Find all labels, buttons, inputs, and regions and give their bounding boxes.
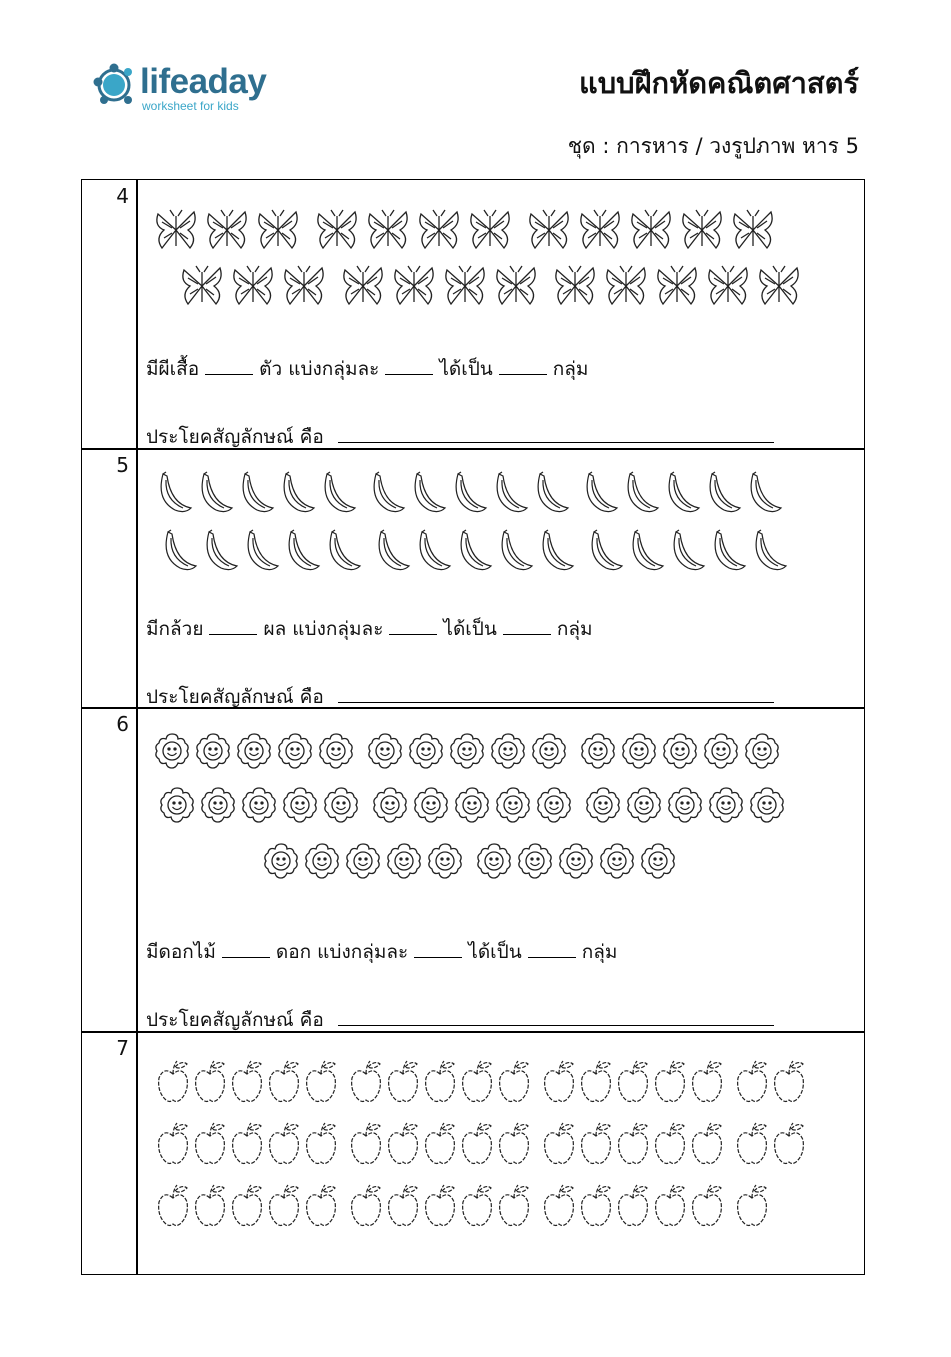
question-text: ตัว แบ่งกลุ่มละ xyxy=(259,358,380,380)
apple-icon[interactable] xyxy=(579,1120,613,1166)
banana-icon[interactable] xyxy=(704,470,742,514)
sentence-line xyxy=(146,1005,774,1035)
apple-icon[interactable] xyxy=(230,1058,264,1104)
apple-icon[interactable] xyxy=(267,1182,301,1228)
answer-blank[interactable] xyxy=(528,939,576,958)
banana-icon[interactable] xyxy=(373,528,411,572)
banana-icon[interactable] xyxy=(155,470,193,514)
sentence-label: ประโยคสัญลักษณ์ คือ xyxy=(146,686,324,708)
smiley-flower-icon[interactable] xyxy=(317,732,355,770)
banana-icon[interactable] xyxy=(663,470,701,514)
answer-blank[interactable] xyxy=(414,939,462,958)
banana-icon[interactable] xyxy=(586,528,624,572)
smiley-flower-icon[interactable] xyxy=(366,732,404,770)
question-text: ได้เป็น xyxy=(443,618,497,640)
smiley-flower-icon[interactable] xyxy=(530,732,568,770)
smiley-flower-icon[interactable] xyxy=(584,786,622,824)
answer-blank[interactable] xyxy=(389,616,437,635)
apple-icon[interactable] xyxy=(460,1182,494,1228)
answer-blank[interactable] xyxy=(205,356,253,375)
sentence-label: ประโยคสัญลักษณ์ คือ xyxy=(146,426,324,448)
apple-icon[interactable] xyxy=(497,1120,531,1166)
butterfly-icon[interactable] xyxy=(729,208,777,252)
banana-icon[interactable] xyxy=(160,528,198,572)
banana-icon[interactable] xyxy=(319,470,357,514)
question-text: ได้เป็น xyxy=(468,941,522,963)
apple-icon[interactable] xyxy=(349,1058,383,1104)
smiley-flower-icon[interactable] xyxy=(702,732,740,770)
smiley-flower-icon[interactable] xyxy=(475,842,513,880)
answer-blank[interactable] xyxy=(499,356,547,375)
smiley-flower-icon[interactable] xyxy=(666,786,704,824)
butterfly-icon[interactable] xyxy=(339,264,387,308)
butterfly-icon[interactable] xyxy=(390,264,438,308)
smiley-flower-icon[interactable] xyxy=(235,732,273,770)
smiley-flower-icon[interactable] xyxy=(371,786,409,824)
butterfly-icon[interactable] xyxy=(313,208,361,252)
smiley-flower-icon[interactable] xyxy=(625,786,663,824)
banana-icon[interactable] xyxy=(745,470,783,514)
apple-icon[interactable] xyxy=(735,1120,769,1166)
apple-icon[interactable] xyxy=(386,1058,420,1104)
apple-icon[interactable] xyxy=(230,1182,264,1228)
smiley-flower-icon[interactable] xyxy=(303,842,341,880)
question-text: กลุ่ม xyxy=(552,358,589,380)
butterfly-icon[interactable] xyxy=(492,264,540,308)
smiley-flower-icon[interactable] xyxy=(489,732,527,770)
smiley-flower-icon[interactable] xyxy=(448,732,486,770)
banana-icon[interactable] xyxy=(709,528,747,572)
smiley-flower-icon[interactable] xyxy=(639,842,677,880)
sentence-blank[interactable] xyxy=(338,684,774,703)
banana-icon[interactable] xyxy=(668,528,706,572)
sentence-blank[interactable] xyxy=(338,1007,774,1026)
apple-icon[interactable] xyxy=(616,1120,650,1166)
apple-icon[interactable] xyxy=(690,1058,724,1104)
banana-icon[interactable] xyxy=(496,528,534,572)
smiley-flower-icon[interactable] xyxy=(158,786,196,824)
banana-icon[interactable] xyxy=(196,470,234,514)
apple-icon[interactable] xyxy=(304,1120,338,1166)
butterfly-icon[interactable] xyxy=(755,264,803,308)
butterfly-icon[interactable] xyxy=(678,208,726,252)
banana-icon[interactable] xyxy=(368,470,406,514)
apple-icon[interactable] xyxy=(579,1058,613,1104)
question-text: มีกล้วย xyxy=(146,618,204,640)
apple-icon[interactable] xyxy=(653,1182,687,1228)
smiley-flower-icon[interactable] xyxy=(743,732,781,770)
banana-icon[interactable] xyxy=(750,528,788,572)
apple-icon[interactable] xyxy=(304,1058,338,1104)
apple-icon[interactable] xyxy=(497,1058,531,1104)
butterfly-icon[interactable] xyxy=(653,264,701,308)
butterfly-icon[interactable] xyxy=(466,208,514,252)
smiley-flower-icon[interactable] xyxy=(407,732,445,770)
apple-icon[interactable] xyxy=(156,1182,190,1228)
logo xyxy=(90,60,290,120)
banana-icon[interactable] xyxy=(532,470,570,514)
banana-icon[interactable] xyxy=(324,528,362,572)
apple-icon[interactable] xyxy=(267,1058,301,1104)
butterfly-icon[interactable] xyxy=(525,208,573,252)
apple-icon[interactable] xyxy=(386,1182,420,1228)
apple-icon[interactable] xyxy=(616,1182,650,1228)
question-text: ผล แบ่งกลุ่มละ xyxy=(263,618,384,640)
smiley-flower-icon[interactable] xyxy=(194,732,232,770)
smiley-flower-icon[interactable] xyxy=(262,842,300,880)
logo-subtext: worksheet for kids xyxy=(142,99,239,113)
problem-number: 5 xyxy=(116,453,129,477)
smiley-flower-icon[interactable] xyxy=(707,786,745,824)
apple-icon[interactable] xyxy=(460,1120,494,1166)
apple-icon[interactable] xyxy=(542,1120,576,1166)
smiley-flower-icon[interactable] xyxy=(494,786,532,824)
smiley-flower-icon[interactable] xyxy=(199,786,237,824)
smiley-flower-icon[interactable] xyxy=(453,786,491,824)
smiley-flower-icon[interactable] xyxy=(344,842,382,880)
smiley-flower-icon[interactable] xyxy=(579,732,617,770)
butterfly-icon[interactable] xyxy=(415,208,463,252)
banana-icon[interactable] xyxy=(237,470,275,514)
smiley-flower-icon[interactable] xyxy=(276,732,314,770)
question-text: มีผีเสื้อ xyxy=(146,358,200,380)
apple-icon[interactable] xyxy=(653,1058,687,1104)
problem-number: 4 xyxy=(116,184,129,208)
question-line xyxy=(146,354,588,384)
butterfly-icon[interactable] xyxy=(229,264,277,308)
worksheet-table xyxy=(81,179,865,1275)
apple-icon[interactable] xyxy=(772,1120,806,1166)
picture-row xyxy=(156,1120,809,1166)
answer-blank[interactable] xyxy=(503,616,551,635)
butterfly-icon[interactable] xyxy=(280,264,328,308)
apple-icon[interactable] xyxy=(193,1120,227,1166)
banana-icon[interactable] xyxy=(278,470,316,514)
butterfly-icon[interactable] xyxy=(576,208,624,252)
butterfly-icon[interactable] xyxy=(364,208,412,252)
smiley-flower-icon[interactable] xyxy=(426,842,464,880)
logo-text: lifeaday xyxy=(140,62,267,101)
butterfly-icon[interactable] xyxy=(254,208,302,252)
question-text: ได้เป็น xyxy=(439,358,493,380)
apple-icon[interactable] xyxy=(460,1058,494,1104)
apple-icon[interactable] xyxy=(542,1182,576,1228)
question-text: ดอก แบ่งกลุ่มละ xyxy=(275,941,409,963)
smiley-flower-icon[interactable] xyxy=(598,842,636,880)
apple-icon[interactable] xyxy=(267,1120,301,1166)
butterfly-icon[interactable] xyxy=(203,208,251,252)
banana-icon[interactable] xyxy=(450,470,488,514)
logo-molecule-icon xyxy=(90,60,138,110)
question-line xyxy=(146,937,617,967)
picture-row xyxy=(262,842,680,880)
banana-icon[interactable] xyxy=(627,528,665,572)
banana-icon[interactable] xyxy=(242,528,280,572)
apple-icon[interactable] xyxy=(653,1120,687,1166)
picture-row xyxy=(158,786,789,824)
sentence-blank[interactable] xyxy=(338,424,774,443)
apple-icon[interactable] xyxy=(230,1120,264,1166)
question-text: กลุ่ม xyxy=(556,618,593,640)
banana-icon[interactable] xyxy=(414,528,452,572)
apple-icon[interactable] xyxy=(690,1182,724,1228)
apple-icon[interactable] xyxy=(304,1182,338,1228)
apple-icon[interactable] xyxy=(349,1182,383,1228)
question-text: กลุ่ม xyxy=(581,941,618,963)
apple-icon[interactable] xyxy=(542,1058,576,1104)
butterfly-icon[interactable] xyxy=(627,208,675,252)
question-line xyxy=(146,614,593,644)
apple-icon[interactable] xyxy=(193,1182,227,1228)
sentence-line xyxy=(146,422,774,452)
smiley-flower-icon[interactable] xyxy=(281,786,319,824)
smiley-flower-icon[interactable] xyxy=(153,732,191,770)
smiley-flower-icon[interactable] xyxy=(516,842,554,880)
page-subtitle: ชุด : การหาร / วงรูปภาพ หาร 5 xyxy=(567,134,859,158)
banana-icon[interactable] xyxy=(201,528,239,572)
picture-row xyxy=(152,208,780,252)
apple-icon[interactable] xyxy=(156,1058,190,1104)
sentence-label: ประโยคสัญลักษณ์ คือ xyxy=(146,1009,324,1031)
butterfly-icon[interactable] xyxy=(602,264,650,308)
apple-icon[interactable] xyxy=(772,1058,806,1104)
picture-row xyxy=(160,528,791,572)
apple-icon[interactable] xyxy=(386,1120,420,1166)
smiley-flower-icon[interactable] xyxy=(661,732,699,770)
page-title: แบบฝึกหัดคณิตศาสตร์ xyxy=(579,66,859,100)
smiley-flower-icon[interactable] xyxy=(412,786,450,824)
smiley-flower-icon[interactable] xyxy=(535,786,573,824)
answer-blank[interactable] xyxy=(209,616,257,635)
apple-icon[interactable] xyxy=(735,1182,769,1228)
butterfly-icon[interactable] xyxy=(551,264,599,308)
apple-icon[interactable] xyxy=(349,1120,383,1166)
picture-row xyxy=(156,1058,809,1104)
apple-icon[interactable] xyxy=(423,1182,457,1228)
banana-icon[interactable] xyxy=(537,528,575,572)
apple-icon[interactable] xyxy=(579,1182,613,1228)
butterfly-icon[interactable] xyxy=(441,264,489,308)
smiley-flower-icon[interactable] xyxy=(620,732,658,770)
apple-icon[interactable] xyxy=(690,1120,724,1166)
smiley-flower-icon[interactable] xyxy=(748,786,786,824)
problem-number: 6 xyxy=(116,712,129,736)
answer-blank[interactable] xyxy=(222,939,270,958)
apple-icon[interactable] xyxy=(616,1058,650,1104)
banana-icon[interactable] xyxy=(622,470,660,514)
banana-icon[interactable] xyxy=(455,528,493,572)
sentence-line xyxy=(146,682,774,712)
picture-row xyxy=(178,264,806,308)
question-text: มีดอกไม้ xyxy=(146,941,216,963)
problem-number: 7 xyxy=(116,1036,129,1060)
banana-icon[interactable] xyxy=(581,470,619,514)
picture-row xyxy=(156,1182,772,1228)
picture-row xyxy=(153,732,784,770)
banana-icon[interactable] xyxy=(409,470,447,514)
picture-row xyxy=(155,470,786,514)
apple-icon[interactable] xyxy=(423,1120,457,1166)
smiley-flower-icon[interactable] xyxy=(385,842,423,880)
butterfly-icon[interactable] xyxy=(178,264,226,308)
butterfly-icon[interactable] xyxy=(152,208,200,252)
apple-icon[interactable] xyxy=(735,1058,769,1104)
apple-icon[interactable] xyxy=(497,1182,531,1228)
smiley-flower-icon[interactable] xyxy=(557,842,595,880)
banana-icon[interactable] xyxy=(491,470,529,514)
smiley-flower-icon[interactable] xyxy=(240,786,278,824)
apple-icon[interactable] xyxy=(156,1120,190,1166)
apple-icon[interactable] xyxy=(193,1058,227,1104)
smiley-flower-icon[interactable] xyxy=(322,786,360,824)
answer-blank[interactable] xyxy=(385,356,433,375)
apple-icon[interactable] xyxy=(423,1058,457,1104)
banana-icon[interactable] xyxy=(283,528,321,572)
table-column-divider xyxy=(136,179,138,1275)
butterfly-icon[interactable] xyxy=(704,264,752,308)
